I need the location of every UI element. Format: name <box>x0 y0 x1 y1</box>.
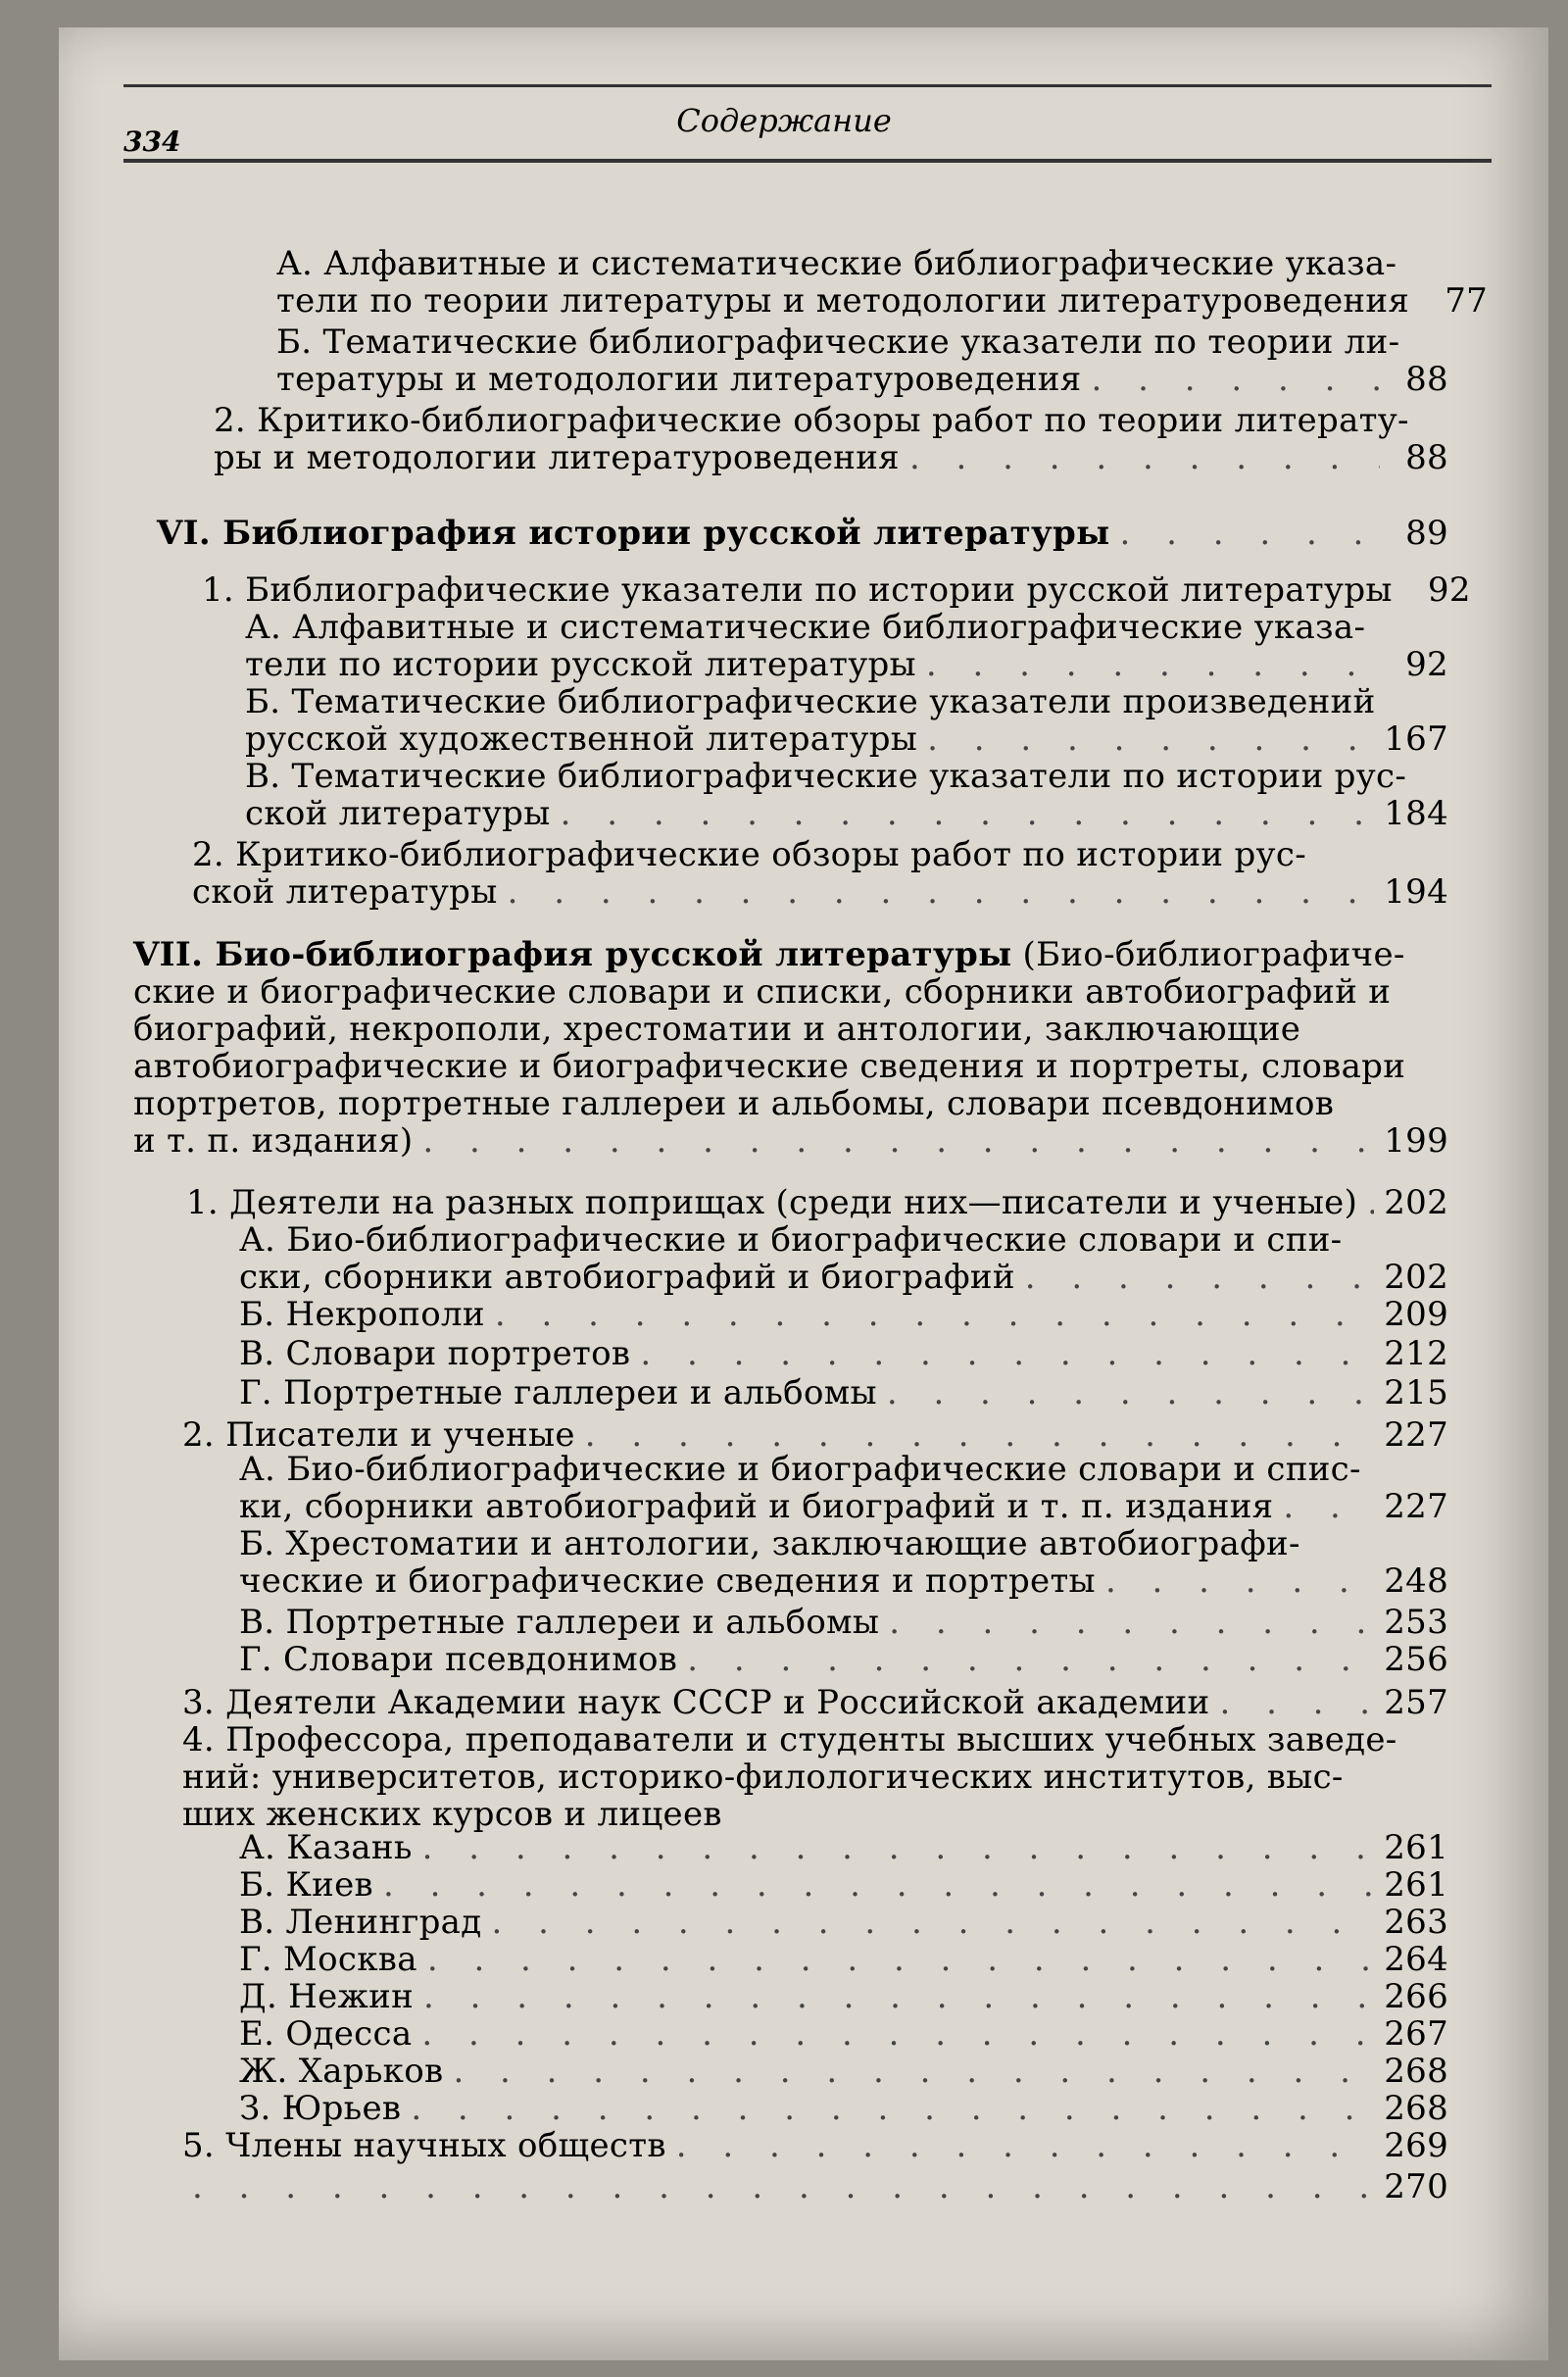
header-rule-bottom <box>123 159 1492 163</box>
toc-entry-line: Д. Нежин <box>239 1977 415 2016</box>
toc-entry-line: биографий, некрополи, хрестоматии и антологии, заключающие <box>133 1010 1301 1049</box>
leader-dots <box>421 2015 1374 2053</box>
toc-page-number: 77 <box>1445 281 1489 321</box>
toc-entry <box>239 1978 1448 2015</box>
toc-page-number: 167 <box>1384 719 1448 759</box>
toc-entry <box>239 1904 1448 1941</box>
toc-page-number: 256 <box>1384 1640 1448 1679</box>
toc-entry <box>239 1296 1448 1333</box>
toc-entry <box>182 1416 1448 1454</box>
toc-entry <box>202 570 1471 610</box>
toc-entry-line: ки, сборники автобиографий и биографий и т. п. издания <box>239 1487 1274 1526</box>
header-rule-top <box>123 84 1492 87</box>
leader-dots <box>887 1374 1374 1411</box>
leader-dots <box>1219 1684 1374 1721</box>
toc-entry <box>182 1721 1448 1833</box>
toc-page-number: 194 <box>1384 872 1448 912</box>
leader-dots <box>383 1866 1374 1904</box>
leader-dots <box>495 1296 1374 1333</box>
toc-entry <box>239 1451 1448 1525</box>
toc-entry-line: З. Юрьев <box>239 2089 402 2128</box>
toc-entry-line: 2. Критико-библиографические обзоры работ по истории рус- <box>192 835 1306 874</box>
toc-entry-line: Ж. Харьков <box>239 2052 444 2091</box>
toc-page-number: 92 <box>1427 570 1471 610</box>
toc-entry-line: Г. Портретные галлереи и альбомы <box>239 1373 877 1412</box>
toc-page-number: 261 <box>1384 1828 1448 1867</box>
toc-page-number: 212 <box>1384 1334 1448 1373</box>
toc-entry-line: ской литературы <box>192 872 498 912</box>
toc-entry <box>239 2015 1448 2053</box>
toc-entry-line: автобиографические и биографические сведения и портреты, словари <box>133 1047 1406 1086</box>
toc-entry-line: В. Портретные галлереи и альбомы <box>239 1603 880 1642</box>
toc-entry-line: 4. Профессора, преподаватели и студенты высших учебных заведе- <box>182 1720 1397 1759</box>
leader-dots <box>561 795 1375 832</box>
toc-entry-line: русской художественной литературы <box>245 719 918 759</box>
toc-entry-line: ски, сборники автобиографий и биографий <box>239 1258 1015 1297</box>
toc-page-number: 89 <box>1405 514 1448 553</box>
leader-dots <box>422 1122 1374 1160</box>
leader-dots <box>889 1604 1374 1641</box>
toc-entry-line: В. Тематические библиографические указатели по истории рус- <box>245 757 1407 796</box>
toc-entry <box>276 244 1489 321</box>
toc-entry-line: Б. Киев <box>239 1865 373 1905</box>
toc-entry-line: А. Алфавитные и систематические библиографические указа- <box>276 244 1397 283</box>
toc-entry-line: 5. Члены научных обществ <box>182 2126 666 2165</box>
toc-entry-line: ской литературы <box>245 794 551 833</box>
leader-dots <box>508 873 1375 911</box>
toc-entry <box>245 609 1448 683</box>
toc-entry-line: 3. Деятели Академии наук СССР и Российской академии <box>182 1683 1210 1722</box>
leader-dots <box>1105 1562 1374 1600</box>
toc-page-number: 263 <box>1384 1903 1448 1942</box>
toc-page-number: 268 <box>1384 2052 1448 2091</box>
toc-entry <box>239 2053 1448 2090</box>
toc-entry-line: В. Ленинград <box>239 1903 482 1942</box>
leader-dots <box>640 1335 1374 1372</box>
toc-entry-line: тели по теории литературы и методологии литературоведения <box>276 281 1410 321</box>
leader-dots <box>1025 1259 1374 1296</box>
leader-dots <box>422 1829 1375 1866</box>
toc-entry <box>239 1335 1448 1372</box>
toc-entry-line: Б. Тематические библиографические указатели по теории ли- <box>276 322 1400 362</box>
toc-entry-line: портретов, портретные галлереи и альбомы, словари псевдонимов <box>133 1084 1335 1123</box>
toc-entry-line: и т. п. издания) <box>133 1121 414 1161</box>
toc-entry-line: Б. Тематические библиографические указатели произведений <box>245 682 1376 721</box>
toc-entry-line: Г. Словари псевдонимов <box>239 1640 678 1679</box>
toc-entry <box>239 2090 1448 2127</box>
leader-dots <box>687 1641 1374 1678</box>
toc-entry <box>186 1184 1448 1221</box>
leader-dots <box>676 2127 1374 2164</box>
toc-entry-line: ний: университетов, историко-филологических институтов, выс- <box>182 1758 1344 1797</box>
toc-page-number: 257 <box>1384 1683 1448 1722</box>
toc-page-number: 248 <box>1384 1561 1448 1601</box>
leader-dots <box>1092 361 1380 398</box>
leader-dots <box>423 1978 1374 2015</box>
toc-page-number: 253 <box>1384 1603 1448 1642</box>
toc-entry <box>182 2127 1448 2164</box>
leader-dots <box>927 720 1374 758</box>
toc-entry <box>245 758 1448 832</box>
toc-entry-line: VI. Библиография истории русской литературы <box>157 514 1110 553</box>
toc-page-number: 261 <box>1384 1865 1448 1905</box>
toc-entry-line: ры и методологии литературоведения <box>214 438 900 477</box>
leader-dots <box>926 646 1380 683</box>
toc-entry <box>239 1221 1448 1296</box>
toc-entry-line: 2. Критико-библиографические обзоры работ по теории литерату- <box>214 401 1409 440</box>
leader-dots <box>491 1904 1374 1941</box>
page-folio: 334 <box>123 125 181 158</box>
toc-entry-line: А. Казань <box>239 1828 413 1867</box>
toc-entry-line: 1. Деятели на разных поприщах (среди них—писатели и ученые) <box>186 1183 1358 1222</box>
toc-page-number: 88 <box>1405 438 1448 477</box>
toc-page-number: 184 <box>1384 794 1448 833</box>
toc-page-number: 92 <box>1405 645 1448 684</box>
toc-page-number: 268 <box>1384 2089 1448 2128</box>
toc-entry <box>239 1604 1448 1641</box>
leader-dots <box>427 1941 1374 1978</box>
toc-entry <box>245 683 1448 758</box>
toc-entry-line: 2. Писатели и ученые <box>182 1415 575 1455</box>
toc-page-number: 267 <box>1384 2014 1448 2054</box>
toc-page-number: 269 <box>1384 2126 1448 2165</box>
toc-entry <box>182 2168 1448 2205</box>
toc-entry-line: ших женских курсов и лицеев <box>182 1795 722 1834</box>
toc-entry-line: тели по истории русской литературы <box>245 645 916 684</box>
toc-entry <box>214 402 1448 476</box>
toc-entry <box>239 1866 1448 1904</box>
toc-page-number: 270 <box>1384 2167 1448 2206</box>
toc-entry <box>182 1684 1448 1721</box>
toc-entry-line: ческие и биографические сведения и портреты <box>239 1561 1096 1601</box>
toc-entry <box>239 1941 1448 1978</box>
toc-page-number: 202 <box>1384 1258 1448 1297</box>
toc-entry <box>157 515 1448 552</box>
running-title: Содержание <box>676 102 892 139</box>
leader-dots <box>453 2053 1374 2090</box>
toc-entry-line: VII. Био-библиография русской литературы (Био-библиографиче- <box>133 935 1405 974</box>
toc-entry-line: В. Словари портретов <box>239 1334 631 1373</box>
toc-entry-lead: VII. Био-библиография русской литературы <box>133 935 1012 974</box>
toc-entry <box>276 323 1448 398</box>
leader-dots <box>1119 515 1380 552</box>
toc-entry-line: Б. Хрестоматии и антологии, заключающие автобиографи- <box>239 1524 1300 1563</box>
toc-entry-line: А. Био-библиографические и биографические словари и спис- <box>239 1450 1361 1489</box>
toc-entry <box>239 1641 1448 1678</box>
toc-page-number: 264 <box>1384 1940 1448 1979</box>
toc-entry-line: А. Алфавитные и систематические библиографические указа- <box>245 608 1366 647</box>
toc-entry <box>239 1829 1448 1866</box>
toc-page-number: 88 <box>1405 360 1448 399</box>
leader-dots <box>1367 1184 1374 1221</box>
toc-entry-line: 1. Библиографические указатели по истории русской литературы <box>202 570 1393 610</box>
toc-page-number: 266 <box>1384 1977 1448 2016</box>
toc-entry-line: Г. Москва <box>239 1940 417 1979</box>
toc-entry <box>239 1374 1448 1411</box>
leader-dots <box>585 1416 1374 1454</box>
toc-page-number: 215 <box>1384 1373 1448 1412</box>
toc-entry-line: А. Био-библиографические и биографические словари и спи- <box>239 1220 1343 1260</box>
toc-entry <box>239 1525 1448 1600</box>
leader-dots <box>909 439 1380 476</box>
toc-entry-line: Е. Одесса <box>239 2014 413 2054</box>
toc-page-number: 227 <box>1384 1487 1448 1526</box>
leader-dots <box>411 2090 1374 2127</box>
leader-dots <box>192 2168 1374 2205</box>
toc-page-number: 209 <box>1384 1295 1448 1334</box>
leader-dots <box>1283 1488 1374 1525</box>
toc-page-number: 199 <box>1384 1121 1448 1161</box>
toc-entry-line: ские и биографические словари и списки, сборники автобиографий и <box>133 972 1392 1012</box>
toc-entry-line: тературы и методологии литературоведения <box>276 360 1082 399</box>
toc-entry <box>133 936 1448 1160</box>
toc-page-number: 227 <box>1384 1415 1448 1455</box>
toc-page-number: 202 <box>1384 1183 1448 1222</box>
toc-entry <box>192 836 1448 911</box>
toc-entry-line: Б. Некрополи <box>239 1295 485 1334</box>
